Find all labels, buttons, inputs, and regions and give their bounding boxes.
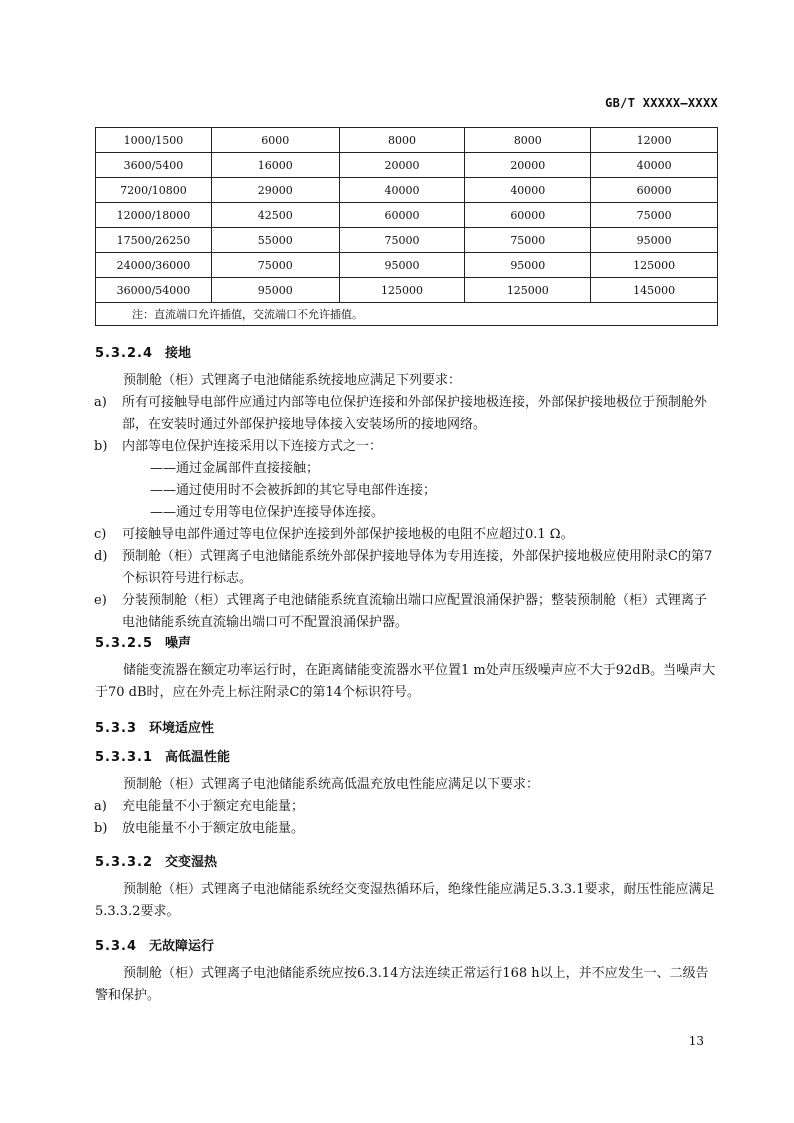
table-cell: 145000 — [591, 278, 718, 303]
table-cell: 60000 — [339, 203, 465, 228]
table-row — [96, 253, 718, 278]
page-number: 13 — [688, 1034, 704, 1048]
section-heading-534 — [95, 935, 214, 954]
list-item — [94, 546, 718, 590]
section-title: 环境适应性 — [149, 721, 215, 736]
section-title: 交变湿热 — [165, 855, 218, 870]
list-text: 预制舱（柜）式锂离子电池储能系统外部保护接地导体为专用连接，外部保护接地极应使用附录C的第7个标识符号进行标志。 — [122, 549, 713, 586]
table-cell: 95000 — [339, 253, 465, 278]
table-row — [96, 178, 718, 203]
section-number: 5.3.4 — [95, 939, 138, 954]
table-row — [96, 128, 718, 153]
list-item — [94, 524, 718, 546]
list-item — [94, 392, 718, 436]
paragraph: 预制舱（柜）式锂离子电池储能系统经交变湿热循环后，绝缘性能应满足5.3.3.1要求，耐压性能应满足5.3.3.2要求。 — [95, 882, 715, 919]
list-text: 放电能量不小于额定放电能量。 — [122, 821, 305, 836]
table-cell: 3600/5400 — [96, 153, 212, 178]
list-text: 充电能量不小于额定充电能量； — [122, 799, 305, 814]
table-cell: 8000 — [465, 128, 591, 153]
list-item — [94, 436, 718, 458]
section-title: 噪声 — [165, 636, 192, 651]
table-cell: 75000 — [465, 228, 591, 253]
paragraph: 储能变流器在额定功率运行时，在距离储能变流器水平位置1 m处声压级噪声应不大于92dB。当噪声大于70 dB时，应在外壳上标注附录C的第14个标识符号。 — [95, 663, 716, 700]
standard-code-header: GB/T XXXXX—XXXX — [605, 96, 718, 110]
table-cell: 75000 — [211, 253, 339, 278]
table-cell: 12000/18000 — [96, 203, 212, 228]
paragraph: 预制舱（柜）式锂离子电池储能系统接地应满足下列要求： — [123, 373, 462, 388]
table-cell: 60000 — [591, 178, 718, 203]
table-cell: 75000 — [339, 228, 465, 253]
table-cell: 29000 — [211, 178, 339, 203]
section-heading-533 — [95, 717, 214, 736]
table-cell: 125000 — [591, 253, 718, 278]
capacity-table — [95, 127, 718, 326]
section-heading-5332 — [95, 851, 217, 870]
table-note-row — [96, 303, 718, 326]
list-label: c) — [94, 527, 107, 542]
table-note: 注：直流端口允许插值，交流端口不允许插值。 — [96, 303, 718, 326]
list-label: b) — [94, 439, 108, 454]
table-cell: 40000 — [591, 153, 718, 178]
table-cell: 40000 — [339, 178, 465, 203]
dash-item: ——通过金属部件直接接触； — [150, 461, 320, 476]
table-cell: 1000/1500 — [96, 128, 212, 153]
list-text: 所有可接触导电部件应通过内部等电位保护连接和外部保护接地极连接，外部保护接地极位于预制舱外部，在安装时通过外部保护接地导体接入安装场所的接地网络。 — [122, 395, 708, 432]
table-row — [96, 203, 718, 228]
table-row — [96, 153, 718, 178]
table-cell: 20000 — [339, 153, 465, 178]
table-cell: 75000 — [591, 203, 718, 228]
table-row — [96, 278, 718, 303]
table-cell: 95000 — [211, 278, 339, 303]
paragraph: 预制舱（柜）式锂离子电池储能系统高低温充放电性能应满足以下要求： — [123, 777, 540, 792]
list-text: 内部等电位保护连接采用以下连接方式之一： — [122, 439, 383, 454]
paragraph: 预制舱（柜）式锂离子电池储能系统应按6.3.14方法连续正常运行168 h以上，并不应发生一、二级告警和保护。 — [95, 966, 709, 1003]
list-label: a) — [94, 395, 107, 410]
list-label: b) — [94, 821, 108, 836]
table-cell: 60000 — [465, 203, 591, 228]
section-title: 无故障运行 — [149, 939, 215, 954]
table-cell: 17500/26250 — [96, 228, 212, 253]
section-number: 5.3.2.5 — [95, 636, 153, 651]
table-cell: 8000 — [339, 128, 465, 153]
section-title: 接地 — [165, 346, 192, 361]
table-cell: 24000/36000 — [96, 253, 212, 278]
table-cell: 95000 — [465, 253, 591, 278]
dash-item: ——通过使用时不会被拆卸的其它导电部件连接； — [150, 483, 437, 498]
table-cell: 6000 — [211, 128, 339, 153]
section-heading-5331 — [95, 746, 230, 765]
table-row — [96, 228, 718, 253]
list-item — [94, 796, 718, 818]
table-cell: 95000 — [591, 228, 718, 253]
section-number: 5.3.3 — [95, 721, 138, 736]
section-heading-5324 — [95, 342, 191, 361]
section-number: 5.3.3.2 — [95, 855, 153, 870]
list-label: d) — [94, 549, 108, 564]
list-item — [94, 818, 718, 840]
table-cell: 40000 — [465, 178, 591, 203]
table-cell: 55000 — [211, 228, 339, 253]
table-cell: 20000 — [465, 153, 591, 178]
list-text: 可接触导电部件通过等电位保护连接到外部保护接地极的电阻不应超过0.1 Ω。 — [122, 527, 574, 542]
table-cell: 125000 — [465, 278, 591, 303]
table-cell: 12000 — [591, 128, 718, 153]
section-title: 高低温性能 — [165, 750, 231, 765]
section-number: 5.3.3.1 — [95, 750, 153, 765]
list-item — [94, 590, 718, 634]
table-cell: 36000/54000 — [96, 278, 212, 303]
section-heading-5325 — [95, 632, 191, 651]
dash-item: ——通过专用等电位保护连接导体连接。 — [150, 505, 385, 520]
table-cell: 16000 — [211, 153, 339, 178]
section-number: 5.3.2.4 — [95, 346, 153, 361]
list-text: 分装预制舱（柜）式锂离子电池储能系统直流输出端口应配置浪涌保护器；整装预制舱（柜）式锂离子电池储能系统直流输出端口可不配置浪涌保护器。 — [122, 593, 708, 630]
table-cell: 42500 — [211, 203, 339, 228]
table-cell: 7200/10800 — [96, 178, 212, 203]
table-cell: 125000 — [339, 278, 465, 303]
list-label: e) — [94, 593, 107, 608]
list-label: a) — [94, 799, 107, 814]
